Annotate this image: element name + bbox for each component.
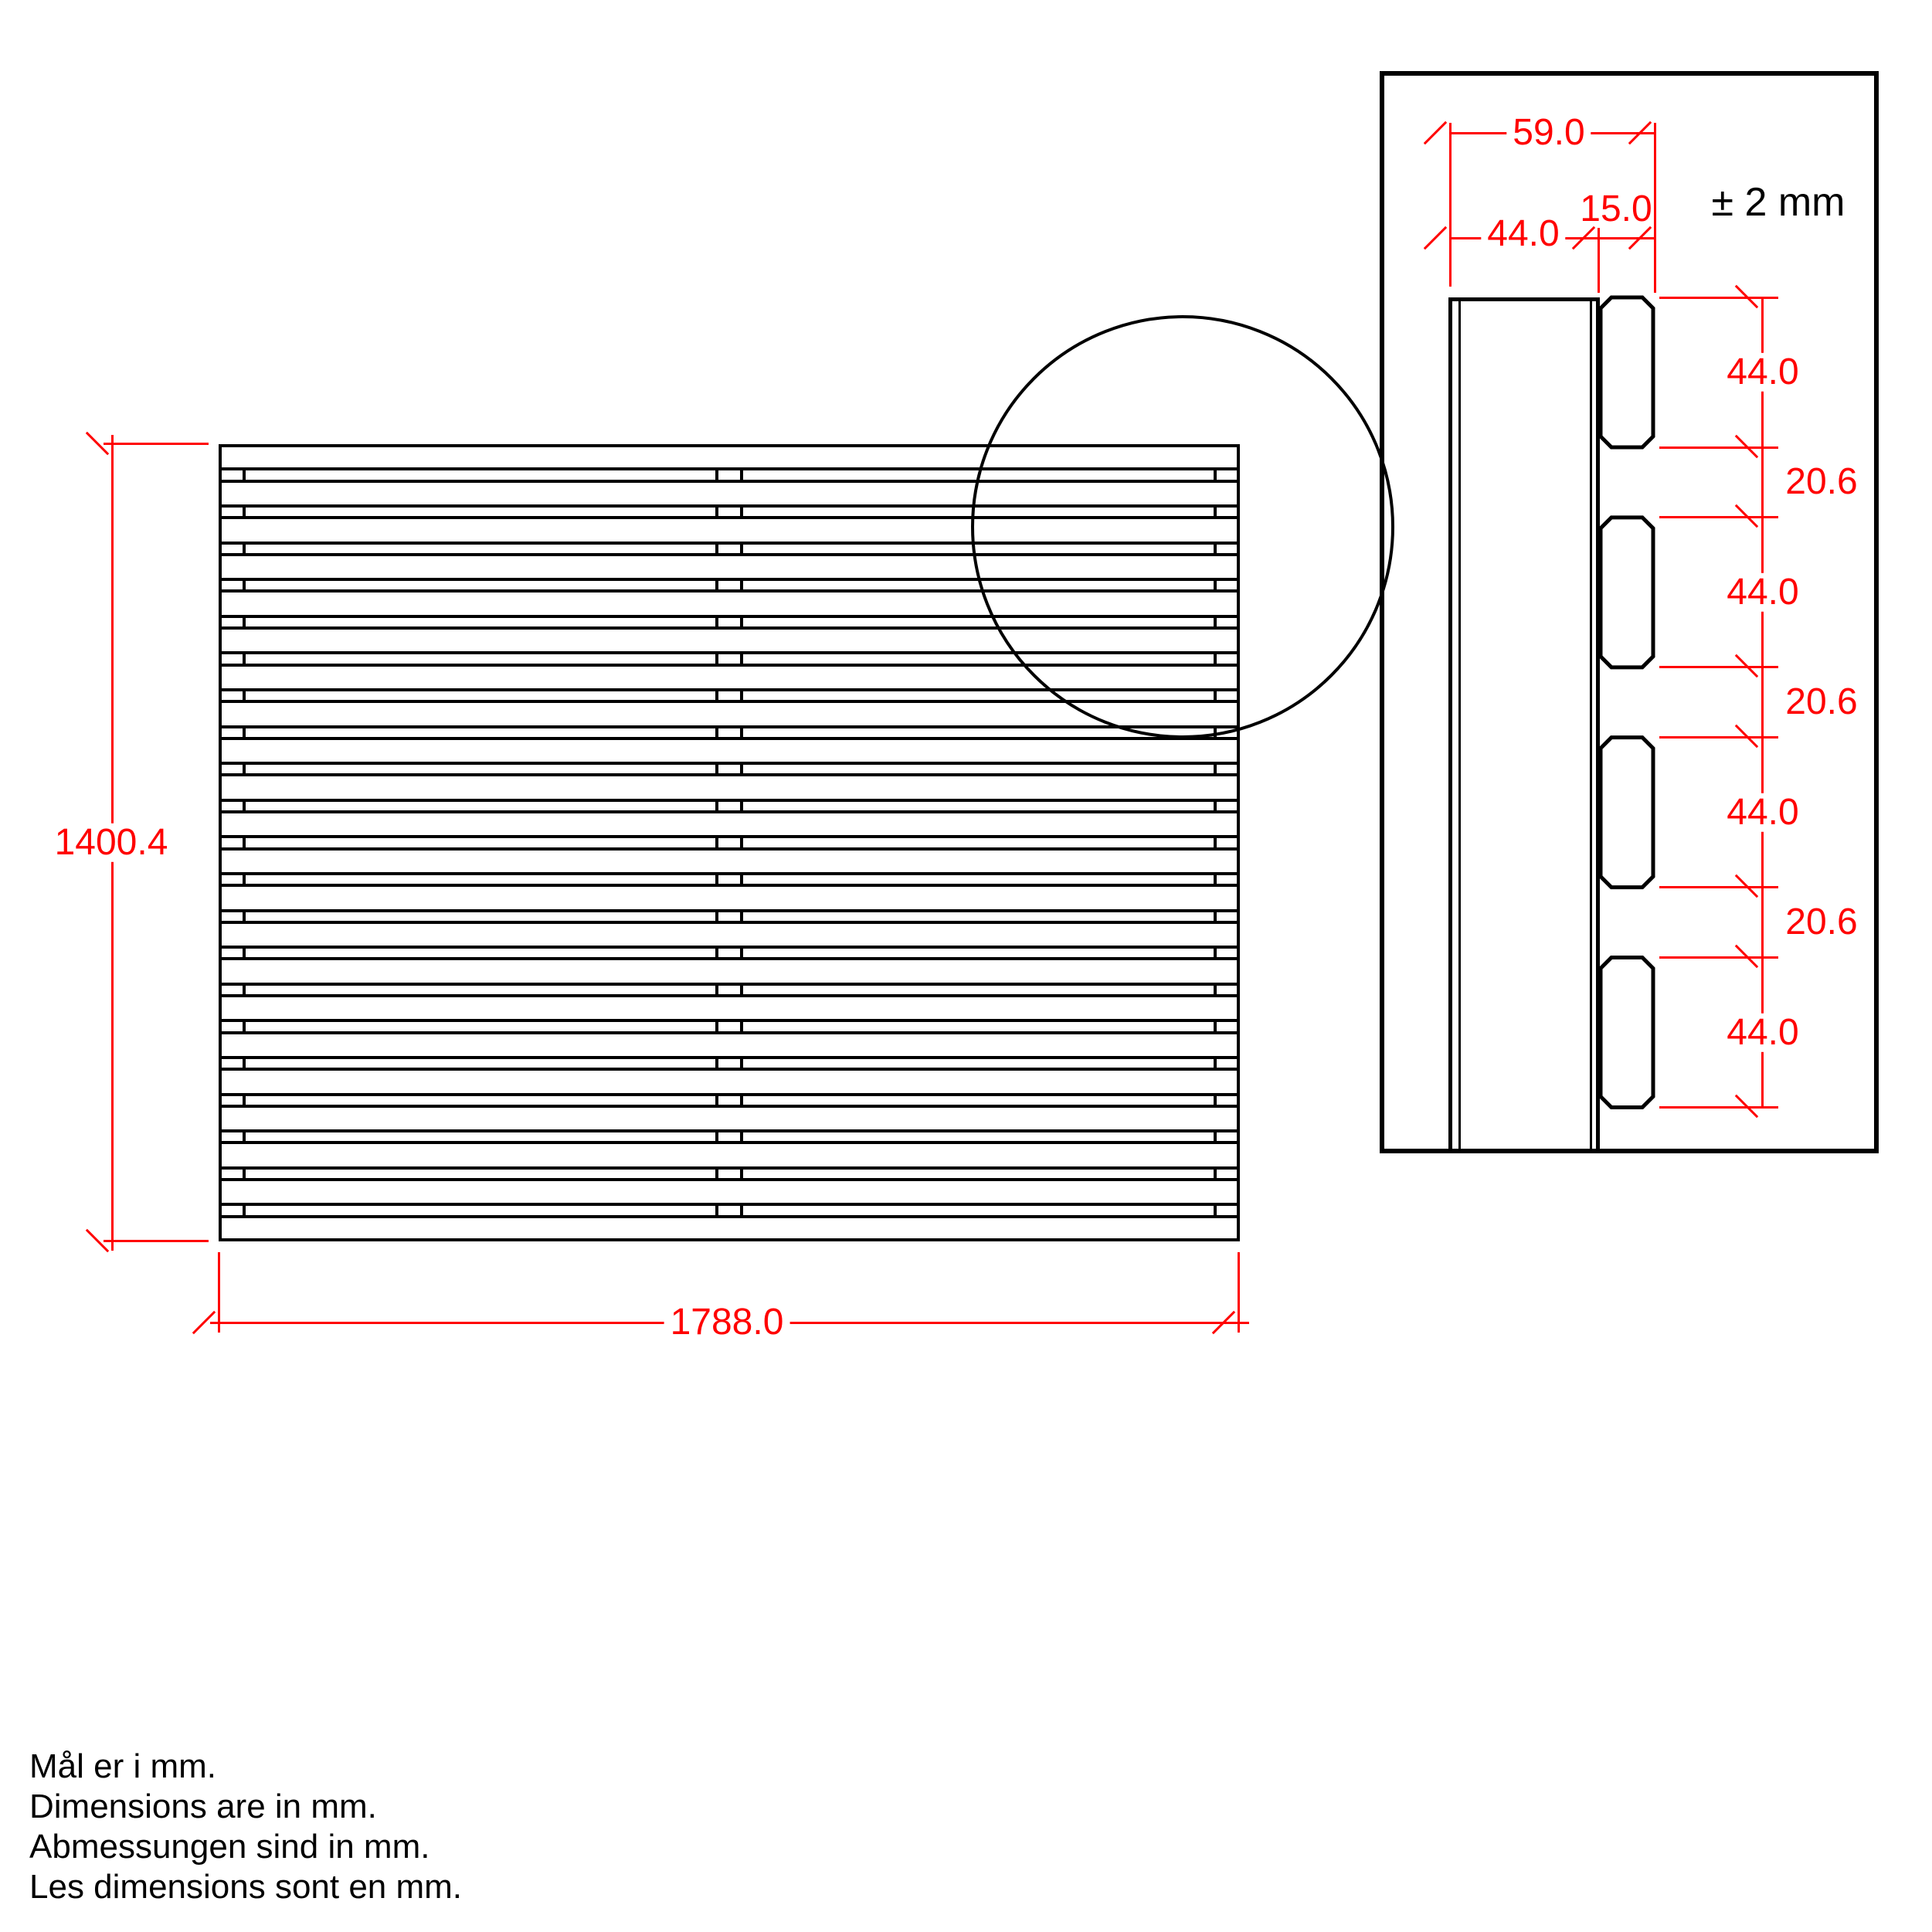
batten-edge-mark — [740, 470, 743, 479]
height-dim-extension-top — [104, 443, 209, 445]
spacing-extension-line — [1659, 446, 1778, 449]
batten-edge-mark — [1214, 765, 1217, 773]
batten-edge-mark — [1214, 1170, 1217, 1178]
batten-depth-label: 44.0 — [1481, 215, 1565, 253]
batten-edge-mark — [740, 802, 743, 810]
batten-edge-mark — [1214, 508, 1217, 516]
overall-depth-label: 59.0 — [1506, 114, 1591, 152]
batten-edge-mark — [715, 765, 718, 773]
batten-edge-mark — [243, 654, 246, 663]
slat-height-dim-label: 44.0 — [1720, 573, 1805, 612]
gap-height-dim-label: 20.6 — [1785, 901, 1858, 942]
slat-gap-row — [219, 762, 1240, 776]
batten-edge-mark — [1214, 912, 1217, 921]
spacing-extension-line — [1659, 297, 1778, 299]
batten-edge-mark — [1214, 581, 1217, 589]
batten-edge-mark — [740, 838, 743, 847]
batten-edge-mark — [243, 581, 246, 589]
spacing-extension-line — [1659, 886, 1778, 888]
batten-edge-mark — [740, 949, 743, 957]
batten-edge-mark — [715, 838, 718, 847]
batten-edge-mark — [715, 618, 718, 626]
gap-height-dim-label: 20.6 — [1785, 681, 1858, 722]
batten-edge-mark — [1214, 545, 1217, 553]
batten-edge-mark — [243, 986, 246, 994]
batten-edge-mark — [1214, 875, 1217, 884]
batten-edge-mark — [740, 1059, 743, 1068]
batten-edge-mark — [243, 802, 246, 810]
slat-gap-row — [219, 946, 1240, 960]
slat-gap-row — [219, 615, 1240, 630]
slat-gap-row — [219, 578, 1240, 593]
slat-height-dim-label: 44.0 — [1720, 353, 1805, 392]
batten-edge-mark — [243, 875, 246, 884]
slat-gap-row — [219, 725, 1240, 740]
batten-section-left-edge — [1448, 297, 1452, 1151]
slat-thickness-label: 15.0 — [1580, 188, 1652, 229]
slat-height-dim-label: 44.0 — [1720, 1013, 1805, 1051]
batten-edge-mark — [1214, 986, 1217, 994]
batten-edge-mark — [715, 508, 718, 516]
batten-edge-mark — [740, 1096, 743, 1105]
width-dim-extension-right — [1238, 1252, 1240, 1333]
batten-edge-mark — [1214, 1096, 1217, 1105]
batten-edge-mark — [740, 1206, 743, 1214]
slat-gap-row — [219, 1056, 1240, 1071]
gap-height-dim-label: 20.6 — [1785, 461, 1858, 503]
batten-edge-mark — [740, 654, 743, 663]
spacing-extension-line — [1659, 1106, 1778, 1109]
slat-gap-row — [219, 651, 1240, 666]
batten-edge-mark — [740, 1132, 743, 1141]
spacing-extension-line — [1659, 516, 1778, 518]
slat-gap-row — [219, 872, 1240, 887]
batten-edge-mark — [715, 1206, 718, 1214]
batten-edge-mark — [715, 581, 718, 589]
batten-edge-mark — [243, 728, 246, 737]
batten-edge-mark — [715, 654, 718, 663]
slat-gap-row — [219, 835, 1240, 850]
spacing-extension-line — [1659, 956, 1778, 959]
batten-edge-mark — [740, 986, 743, 994]
batten-edge-mark — [243, 470, 246, 479]
slat-gap-row — [219, 983, 1240, 997]
batten-edge-mark — [740, 1022, 743, 1031]
slat-gap-row — [219, 1203, 1240, 1217]
batten-edge-mark — [243, 1059, 246, 1068]
batten-edge-mark — [243, 545, 246, 553]
batten-edge-mark — [715, 912, 718, 921]
spacing-extension-line — [1659, 736, 1778, 739]
batten-edge-mark — [243, 949, 246, 957]
batten-edge-mark — [1214, 654, 1217, 663]
batten-edge-mark — [1214, 838, 1217, 847]
batten-section-top-edge — [1448, 297, 1600, 301]
height-dim-label: 1400.4 — [49, 823, 175, 862]
slat-gap-row — [219, 1129, 1240, 1144]
batten-edge-mark — [243, 1206, 246, 1214]
batten-edge-mark — [1214, 618, 1217, 626]
height-dim-extension-bottom — [104, 1240, 209, 1242]
batten-edge-mark — [1214, 1206, 1217, 1214]
batten-edge-mark — [243, 765, 246, 773]
batten-edge-mark — [715, 1170, 718, 1178]
batten-edge-mark — [1214, 1059, 1217, 1068]
slat-gap-row — [219, 909, 1240, 924]
batten-edge-mark — [1214, 1022, 1217, 1031]
slat-gap-row — [219, 1019, 1240, 1034]
spacing-extension-line — [1659, 666, 1778, 668]
batten-edge-mark — [243, 691, 246, 700]
batten-edge-mark — [1214, 470, 1217, 479]
slat-height-dim-label: 44.0 — [1720, 793, 1805, 831]
batten-edge-mark — [715, 1059, 718, 1068]
detail-view-frame — [1380, 71, 1879, 1153]
width-dim-label: 1788.0 — [664, 1303, 790, 1342]
width-dim-extension-left — [218, 1252, 220, 1333]
note-german: Abmessungen sind in mm. — [29, 1828, 430, 1866]
batten-edge-mark — [1214, 728, 1217, 737]
batten-edge-mark — [740, 912, 743, 921]
batten-edge-mark — [740, 581, 743, 589]
batten-edge-mark — [243, 1096, 246, 1105]
tolerance-note: ± 2 mm — [1711, 180, 1845, 225]
batten-edge-mark — [740, 691, 743, 700]
batten-edge-mark — [715, 949, 718, 957]
batten-edge-mark — [740, 875, 743, 884]
batten-edge-mark — [740, 728, 743, 737]
slat-gap-row — [219, 799, 1240, 813]
slat-gap-row — [219, 542, 1240, 556]
batten-edge-mark — [715, 470, 718, 479]
batten-edge-mark — [715, 1022, 718, 1031]
batten-edge-mark — [715, 545, 718, 553]
slat-gap-row — [219, 1093, 1240, 1108]
note-english: Dimensions are in mm. — [29, 1788, 377, 1825]
note-french: Les dimensions sont en mm. — [29, 1868, 463, 1906]
batten-edge-mark — [740, 545, 743, 553]
batten-section-right-edge — [1596, 297, 1600, 1151]
batten-edge-mark — [715, 691, 718, 700]
batten-edge-mark — [243, 1022, 246, 1031]
batten-edge-mark — [243, 838, 246, 847]
batten-edge-mark — [740, 508, 743, 516]
batten-edge-mark — [243, 912, 246, 921]
batten-edge-mark — [243, 1132, 246, 1141]
batten-edge-mark — [715, 1096, 718, 1105]
batten-edge-mark — [243, 1170, 246, 1178]
slat-gap-row — [219, 504, 1240, 519]
slat-gap-row — [219, 1166, 1240, 1181]
batten-section-left-inner-line — [1458, 301, 1461, 1151]
depth-dim-extension-left — [1449, 123, 1452, 287]
spacing-chain-line — [1761, 297, 1764, 1108]
batten-edge-mark — [715, 875, 718, 884]
batten-edge-mark — [715, 728, 718, 737]
slat-gap-row — [219, 467, 1240, 482]
batten-edge-mark — [1214, 691, 1217, 700]
batten-edge-mark — [1214, 949, 1217, 957]
batten-edge-mark — [740, 765, 743, 773]
slat-gap-row — [219, 688, 1240, 703]
batten-edge-mark — [715, 802, 718, 810]
batten-edge-mark — [1214, 1132, 1217, 1141]
batten-edge-mark — [1214, 802, 1217, 810]
batten-edge-mark — [740, 618, 743, 626]
batten-edge-mark — [715, 986, 718, 994]
batten-edge-mark — [243, 508, 246, 516]
batten-edge-mark — [740, 1170, 743, 1178]
note-danish: Mål er i mm. — [29, 1747, 216, 1785]
batten-edge-mark — [715, 1132, 718, 1141]
batten-edge-mark — [243, 618, 246, 626]
batten-section-right-inner-line — [1590, 301, 1592, 1151]
